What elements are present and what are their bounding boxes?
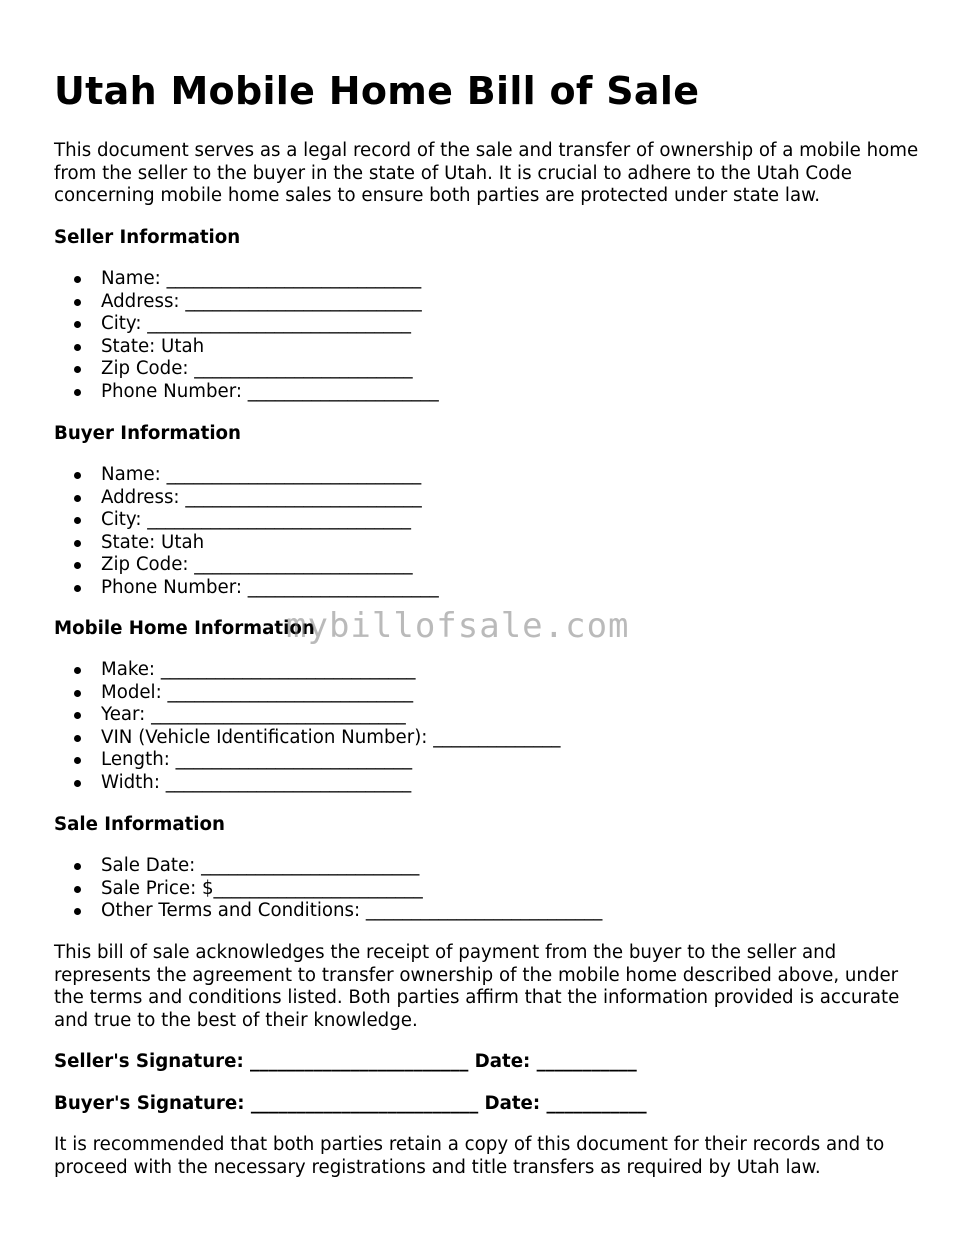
buyer-name-field[interactable]: Name: ____________________________: [101, 464, 439, 487]
sale-date-field[interactable]: Sale Date: ________________________: [101, 855, 602, 878]
seller-address-field[interactable]: Address: __________________________: [101, 291, 439, 314]
acknowledgement-paragraph: This bill of sale acknowledges the receipt of payment from the buyer to the seller and represents the agreement to transfer ownership of the mobile home described above, under the terms and conditions listed. Both parties affirm that the information provided is accurate and true to the best of their knowledge.: [54, 942, 900, 1031]
seller-city-field[interactable]: City: _____________________________: [101, 313, 439, 336]
other-terms-field[interactable]: Other Terms and Conditions: __________________________: [101, 900, 603, 922]
year-field[interactable]: Year: ____________________________: [101, 704, 561, 727]
buyer-state-field: State: Utah: [101, 532, 439, 555]
buyer-signature-line[interactable]: Buyer's Signature: _________________________ Date: ___________: [54, 1093, 647, 1114]
seller-zip-field[interactable]: Zip Code: ________________________: [101, 358, 439, 381]
vin-field[interactable]: VIN (Vehicle Identification Number): ______________: [101, 726, 561, 748]
sale-price-field[interactable]: Sale Price: $_______________________: [101, 878, 602, 901]
buyer-heading: Buyer Information: [54, 423, 241, 444]
document-title: Utah Mobile Home Bill of Sale: [54, 69, 700, 113]
intro-paragraph: This document serves as a legal record of the sale and transfer of ownership of a mobile home from the seller to the buyer in the state of Utah. It is crucial to adhere to the Utah Code concerning mobile home sales to ensure both parties are protected under state law.: [54, 140, 919, 206]
mobile-home-fields-list: [54, 659, 561, 795]
model-field[interactable]: Model: ___________________________: [101, 682, 561, 705]
buyer-fields-list: [54, 464, 439, 600]
seller-heading: Seller Information: [54, 227, 241, 248]
buyer-zip-field[interactable]: Zip Code: ________________________: [101, 554, 439, 577]
buyer-city-field[interactable]: City: _____________________________: [101, 509, 439, 532]
length-field[interactable]: Length: __________________________: [101, 749, 561, 772]
seller-state-field: State: Utah: [101, 336, 439, 359]
buyer-phone-field[interactable]: Phone Number: _____________________: [101, 576, 439, 598]
sale-fields-list: [54, 855, 602, 923]
width-field[interactable]: Width: ___________________________: [101, 772, 561, 795]
sale-heading: Sale Information: [54, 814, 225, 835]
closing-paragraph: It is recommended that both parties retain a copy of this document for their records and to proceed with the necessary registrations and title transfers as required by Utah law.: [54, 1134, 885, 1178]
seller-fields-list: [54, 268, 439, 404]
seller-name-field[interactable]: Name: ____________________________: [101, 268, 439, 291]
watermark: mybillofsale.com: [286, 606, 630, 646]
buyer-address-field[interactable]: Address: __________________________: [101, 487, 439, 510]
seller-phone-field[interactable]: Phone Number: _____________________: [101, 380, 439, 402]
mobile-home-heading: Mobile Home Information: [54, 618, 315, 639]
seller-signature-line[interactable]: Seller's Signature: ________________________ Date: ___________: [54, 1051, 637, 1072]
make-field[interactable]: Make: ____________________________: [101, 659, 561, 682]
